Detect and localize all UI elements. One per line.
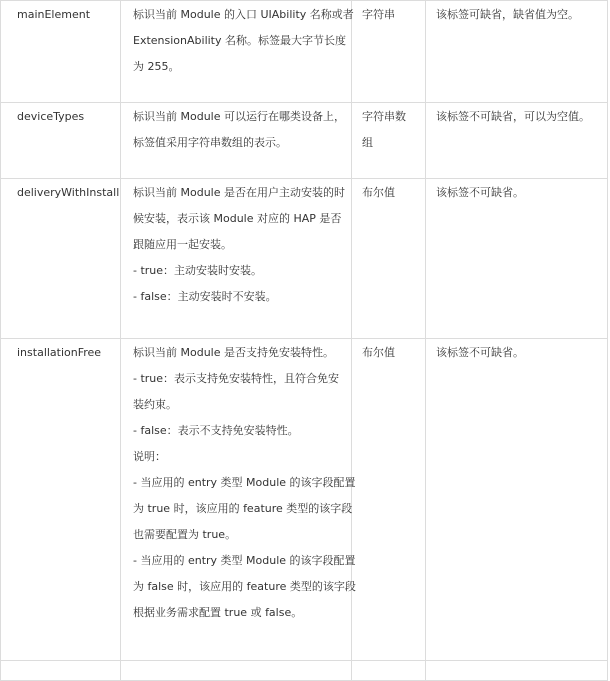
table-row-deviceTypes [1, 103, 608, 179]
data-type: 组 [362, 136, 373, 149]
description-line: 为 255。 [133, 60, 180, 73]
attribute-description-cell [121, 179, 352, 339]
description-line: - 当应用的 entry 类型 Module 的该字段配置 [133, 554, 356, 567]
attribute-name: deliveryWithInstall [17, 186, 120, 199]
description-line: - false：表示不支持免安装特性。 [133, 424, 299, 437]
required-note: 该标签不可缺省，可以为空值。 [436, 110, 590, 123]
required-cell [426, 179, 608, 339]
required-cell [426, 661, 608, 681]
attribute-name-cell [1, 103, 121, 179]
required-note: 该标签不可缺省。 [436, 186, 524, 199]
description-line: 候安装，表示该 Module 对应的 HAP 是否 [133, 212, 342, 225]
data-type: 字符串数 [362, 110, 406, 123]
attribute-name-cell [1, 1, 121, 103]
attribute-name: deviceTypes [17, 110, 85, 123]
attribute-description-cell [121, 339, 356, 661]
data-type-cell [352, 1, 426, 103]
attribute-name-cell [1, 339, 121, 661]
description-line: 标签值采用字符串数组的表示。 [133, 136, 287, 149]
attribute-description-cell [121, 661, 352, 681]
attribute-name: installationFree [17, 346, 102, 359]
description-line: 说明： [133, 450, 166, 463]
required-cell [426, 1, 608, 103]
description-line: 标识当前 Module 是否在用户主动安装的时 [133, 186, 345, 199]
data-type: 布尔值 [362, 186, 395, 199]
table-row-mainElement [1, 1, 608, 103]
attribute-name-cell [1, 179, 121, 339]
table-row-deliveryWithInstall [1, 179, 608, 339]
description-line: 也需要配置为 true。 [133, 528, 237, 541]
attribute-description-cell [121, 103, 352, 179]
required-cell [426, 103, 608, 179]
description-line: ExtensionAbility 名称。标签最大字节长度 [133, 34, 346, 47]
description-line: 标识当前 Module 的入口 UIAbility 名称或者 [133, 8, 354, 21]
data-type: 字符串 [362, 8, 395, 21]
description-line: 标识当前 Module 是否支持免安装特性。 [133, 346, 334, 359]
table-row-next [1, 661, 608, 681]
description-line: 为 true 时，该应用的 feature 类型的该字段 [133, 502, 353, 515]
required-cell [426, 339, 608, 661]
description-line: 跟随应用一起安装。 [133, 238, 232, 251]
description-line: - true：主动安装时安装。 [133, 264, 263, 277]
attribute-name-cell [1, 661, 121, 681]
description-line: 装约束。 [133, 398, 177, 411]
attribute-description-cell [121, 1, 352, 103]
data-type-cell [352, 339, 426, 661]
data-type-cell [352, 661, 426, 681]
data-type-cell [352, 179, 426, 339]
description-line: 为 false 时，该应用的 feature 类型的该字段 [133, 580, 356, 593]
required-note: 该标签可缺省，缺省值为空。 [436, 8, 579, 21]
table-row-installationFree [1, 339, 608, 661]
description-line: 根据业务需求配置 true 或 false。 [133, 606, 303, 619]
description-line: - 当应用的 entry 类型 Module 的该字段配置 [133, 476, 356, 489]
data-type: 布尔值 [362, 346, 395, 359]
attribute-name: mainElement [17, 8, 91, 21]
description-line: - false：主动安装时不安装。 [133, 290, 277, 303]
description-line: 标识当前 Module 可以运行在哪类设备上， [133, 110, 345, 123]
data-type-cell [352, 103, 426, 179]
required-note: 该标签不可缺省。 [436, 346, 524, 359]
description-line: - true：表示支持免安装特性，且符合免安 [133, 372, 340, 385]
